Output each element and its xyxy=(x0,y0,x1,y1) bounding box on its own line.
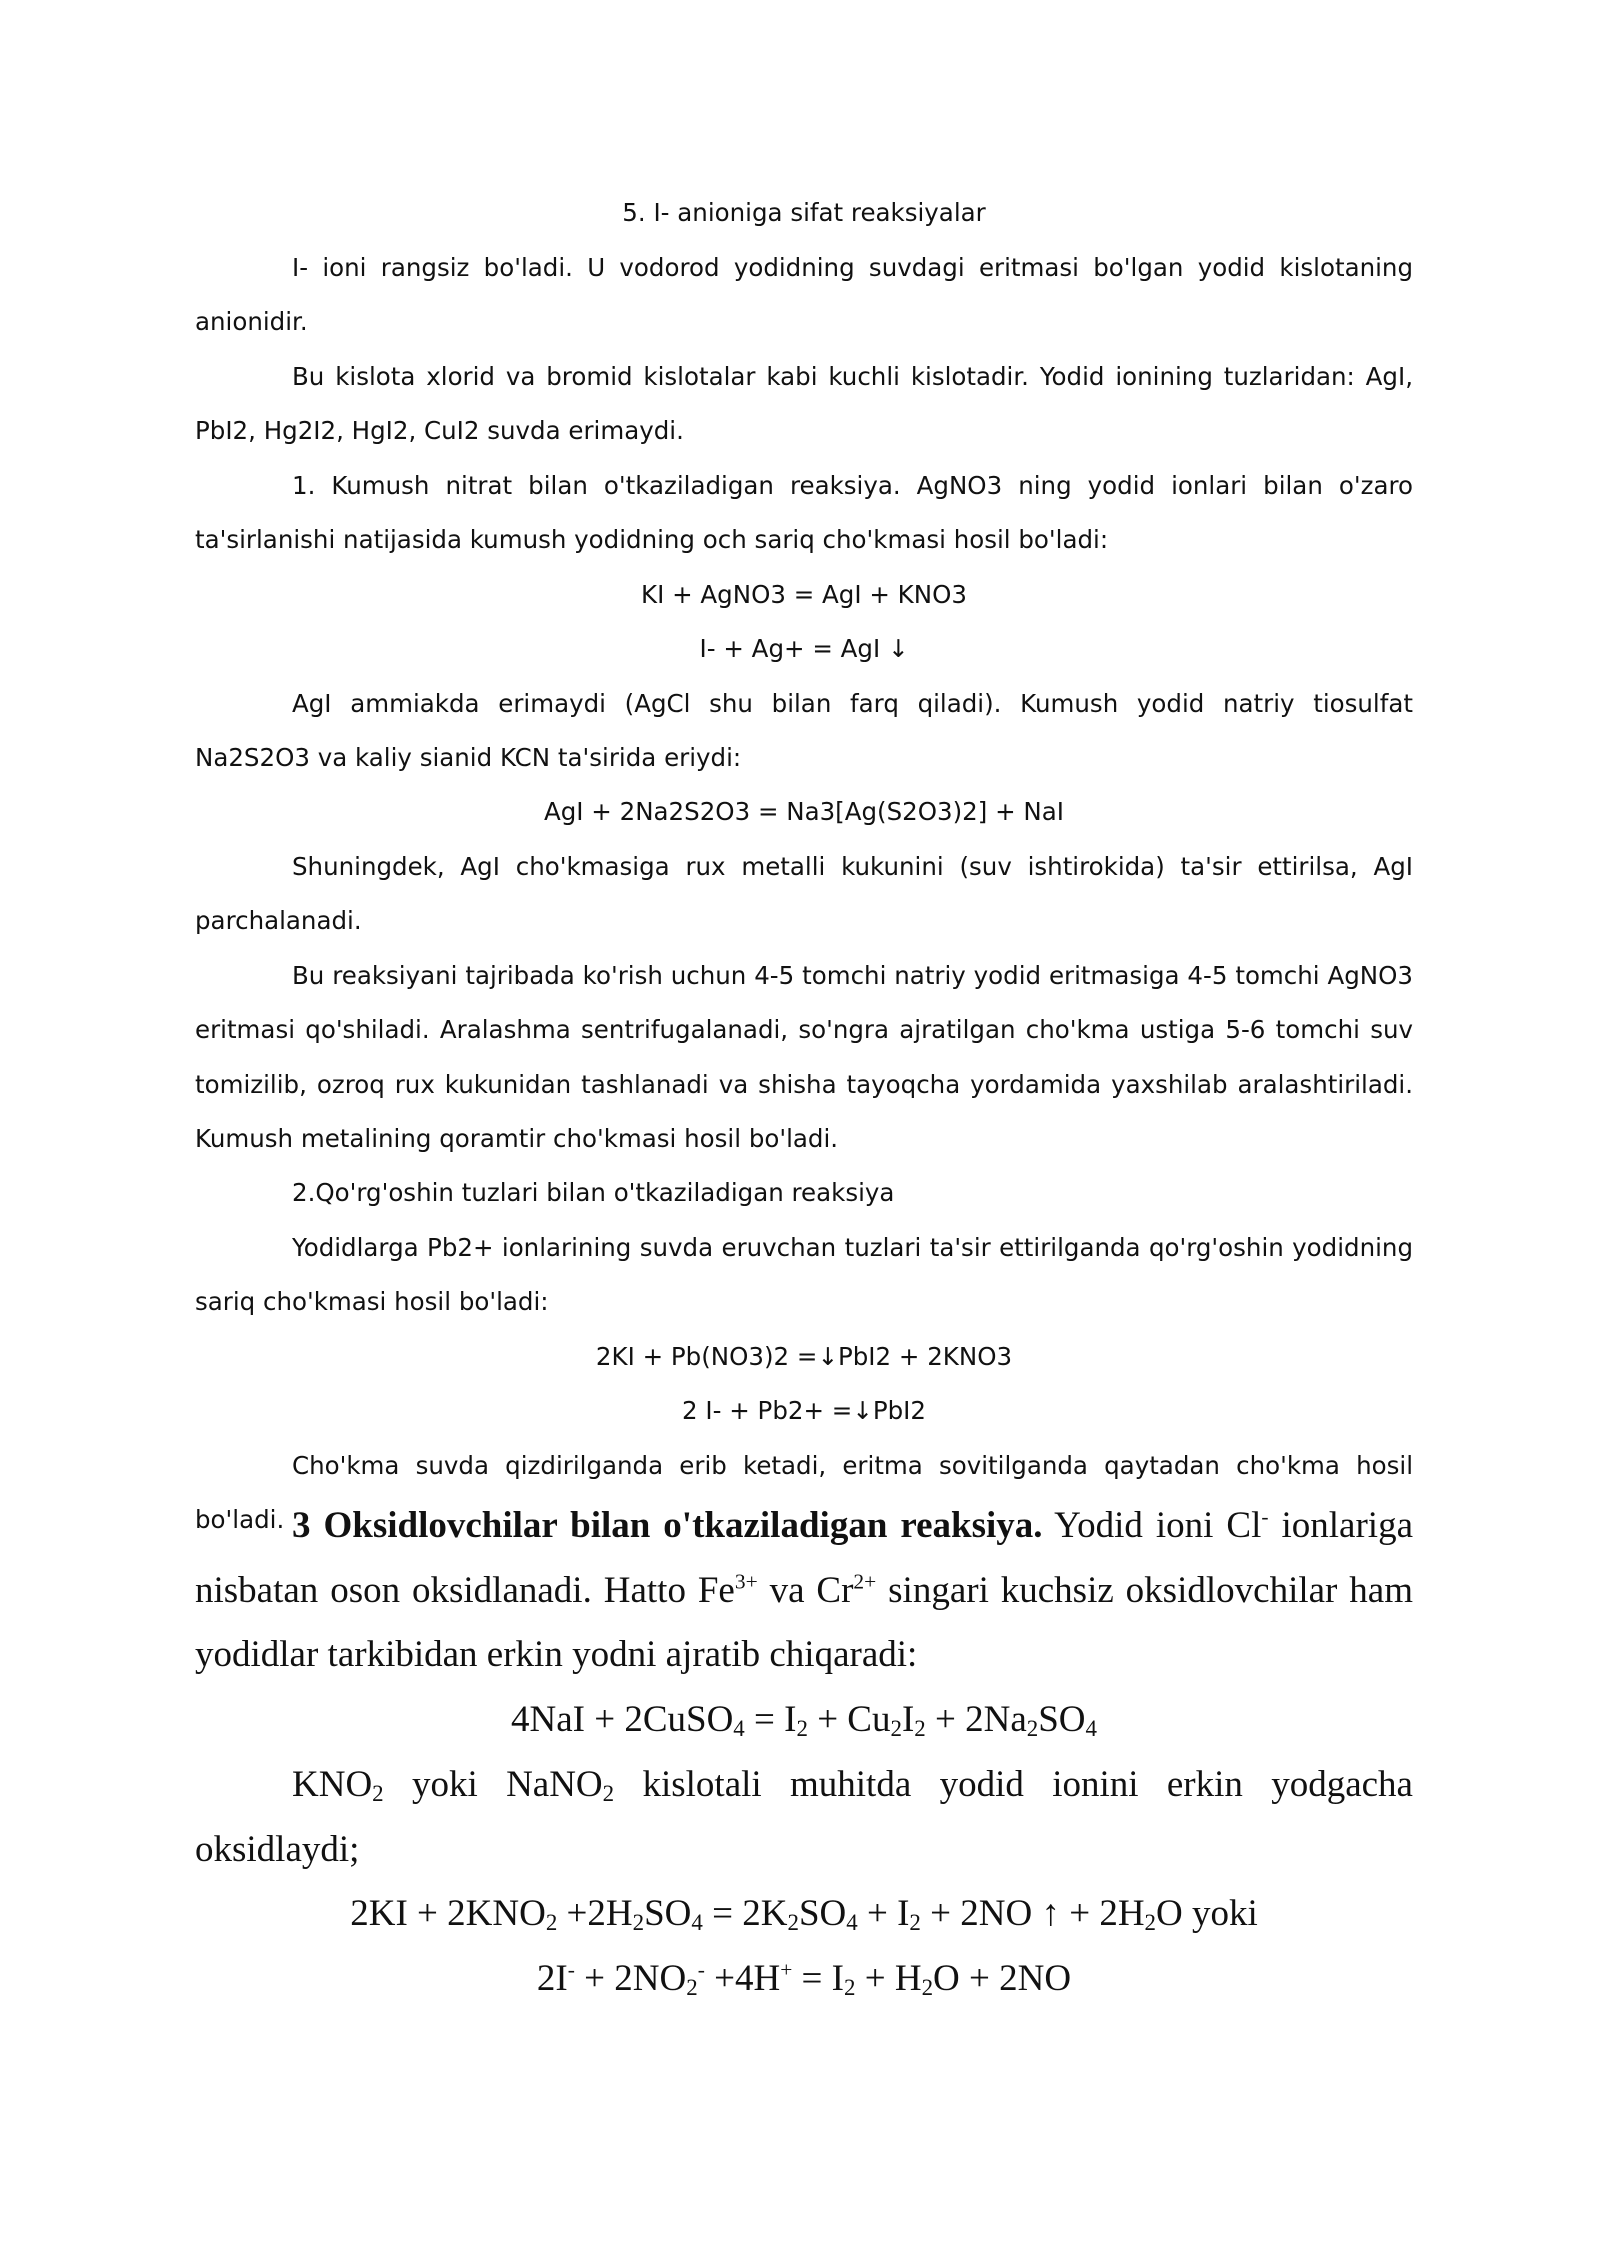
oxidizers-title: 3 Oksidlovchilar bilan o'tkaziladigan reaksiya. xyxy=(292,1505,1043,1546)
equation-ki-agno3: KI + AgNO3 = AgI + KNO3 xyxy=(641,580,967,609)
paragraph-silver-nitrate: 1. Kumush nitrat bilan o'tkaziladigan reaksiya. AgNO3 ning yodid ionlari bilan o'zaro ta'sirlanishi natijasida kumush yodidning och sariq cho'kmasi hosil bo'ladi: xyxy=(195,471,1413,555)
equation-ionic-pbi2: 2 I- + Pb2+ =↓PbI2 xyxy=(682,1396,926,1425)
equation-ki-lead-nitrate: 2KI + Pb(NO3)2 =↓PbI2 + 2KNO3 xyxy=(595,1342,1013,1371)
equation-ionic-nitrite: $2I^- + 2NO_2^- +4H^+ = I_2 + H_2O + 2NO$ xyxy=(536,1957,1072,2001)
equation-thiosulfate: AgI + 2Na2S2O3 = Na3[Ag(S2O3)2] + NaI xyxy=(543,797,1064,826)
paragraph-iodide-intro: I- ioni rangsiz bo'ladi. U vodorod yodidning suvdagi eritmasi bo'lgan yodid kislotaning anionidir. xyxy=(195,253,1413,337)
paragraph-acid-salts: Bu kislota xlorid va bromid kislotalar kabi kuchli kislotadir. Yodid ionining tuzlaridan: AgI, PbI2, Hg2I2, HgI2, CuI2 suvda erimaydi. xyxy=(195,362,1413,446)
equation-ionic-agi: I- + Ag+ = AgI ↓ xyxy=(699,634,909,663)
paragraph-nitrite: $KNO_2$ yoki NaNO$_2$ kislotali muhitda yodid ionini erkin yodgacha oksidlaydi; xyxy=(195,1764,1413,1870)
equation-ki-kno2: $2KI + 2KNO_2 +2H_2SO_4 = 2K_2SO_4 + I_2 + 2NO$ ↑ + $2H_2O$ yoki xyxy=(350,1893,1258,1936)
paragraph-oxidizers: 3 Oksidlovchilar bilan o'tkaziladigan reaksiya. Yodid ioni Cl- ionlariga nisbatan oson oksidlanadi. Hatto $Fe^{3+}$ va $Cr^{2+}$ singari kuchsiz oksidlovchilar ham yodidlar tarkibidan erkin yodni ajratib chiqaradi: xyxy=(195,1504,1413,1675)
paragraph-lead-title: 2.Qo'rg'oshin tuzlari bilan o'tkaziladigan reaksiya xyxy=(292,1178,895,1207)
paragraph-zinc-powder: Shuningdek, AgI cho'kmasiga rux metalli kukunini (suv ishtirokida) ta'sir ettirilsa, AgI parchalanadi. xyxy=(195,852,1413,936)
paragraph-precipitate-heating: Cho'kma suvda qizdirilganda erib ketadi, eritma sovitilganda qaytadan cho'kma hosil bo'ladi. xyxy=(195,1451,1413,1535)
equation-nai-cuso4: 4NaI + 2CuSO$_4$ = $I_2 + Cu_2I_2 + 2Na_2SO_4$ xyxy=(510,1699,1098,1742)
section-heading: 5. I- anioniga sifat reaksiyalar xyxy=(622,198,986,227)
paragraph-agi-ammonia: AgI ammiakda erimaydi (AgCl shu bilan farq qiladi). Kumush yodid natriy tiosulfat Na2S2O3 va kaliy sianid KCN ta'sirida eriydi: xyxy=(195,689,1413,773)
paragraph-lead-iodide: Yodidlarga Pb2+ ionlarining suvda eruvchan tuzlari ta'sir ettirilganda qo'rg'oshin yodidning sariq cho'kmasi hosil bo'ladi: xyxy=(195,1233,1413,1317)
paragraph-experiment: Bu reaksiyani tajribada ko'rish uchun 4-5 tomchi natriy yodid eritmasiga 4-5 tomchi AgNO3 eritmasi qo'shiladi. Aralashma sentrifugalanadi, so'ngra ajratilgan cho'kma ustiga 5-6 tomchi suv tomizilib, ozroq rux kukunidan tashlanadi va shisha tayoqcha yordamida yaxshilab aralashtiriladi. Kumush metalining qoramtir cho'kmasi hosil bo'ladi. xyxy=(195,961,1413,1153)
